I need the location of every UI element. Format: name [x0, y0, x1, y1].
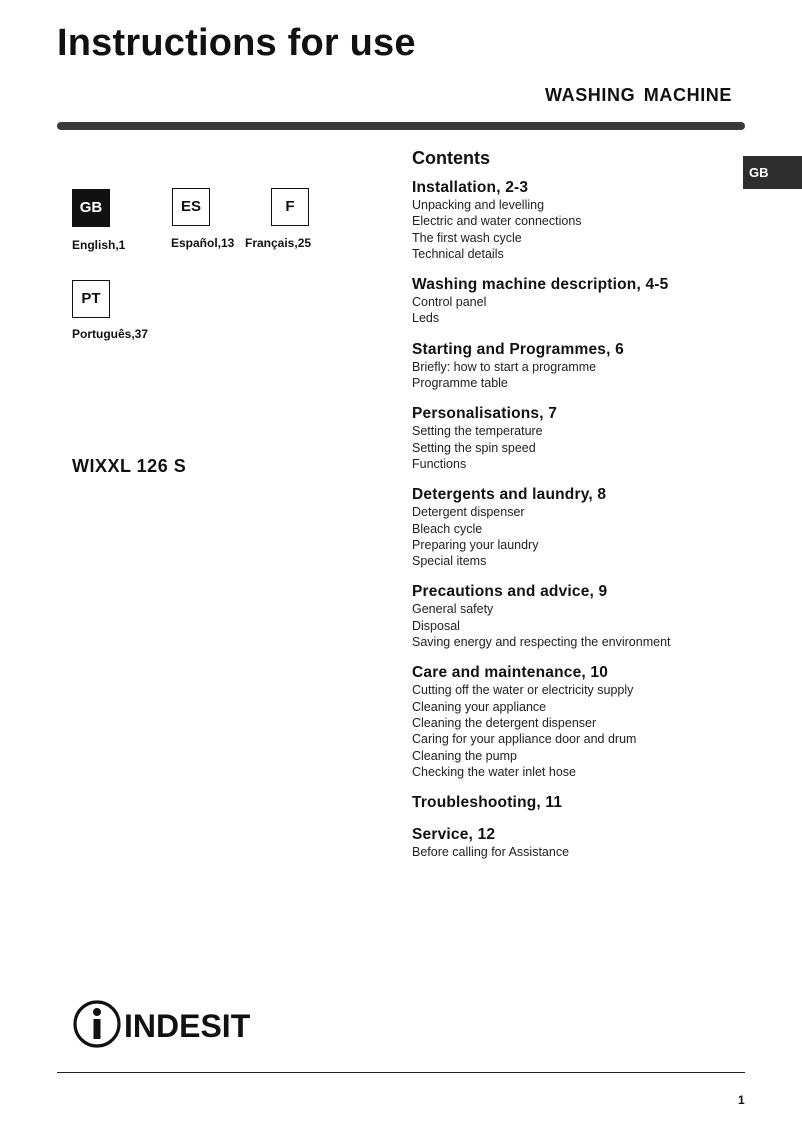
section-item[interactable]: Unpacking and levelling — [412, 198, 545, 212]
section-item[interactable]: Detergent dispenser — [412, 505, 525, 520]
contents-section — [412, 826, 742, 860]
page-title: Instructions for use — [57, 22, 416, 64]
section-item[interactable]: Bleach cycle — [412, 521, 483, 536]
section-heading[interactable]: Precautions and advice, 9 — [412, 583, 608, 601]
section-heading[interactable]: Installation, 2-3 — [412, 179, 529, 196]
section-item[interactable]: Cutting off the water or electricity supply — [412, 683, 634, 698]
footer-rule — [57, 1072, 745, 1073]
lang-label-es[interactable]: Español,13 — [171, 236, 235, 250]
contents-section — [412, 794, 742, 812]
section-item[interactable]: Caring for your appliance door and drum — [412, 732, 637, 747]
section-item[interactable]: Checking the water inlet hose — [412, 764, 576, 779]
lang-label-gb[interactable]: English,1 — [72, 238, 126, 252]
table-of-contents — [412, 148, 742, 874]
section-heading[interactable]: Care and maintenance, 10 — [412, 664, 609, 682]
lang-label-pt[interactable]: Português,37 — [72, 327, 149, 341]
contents-section — [412, 486, 742, 569]
section-item[interactable]: The first wash cycle — [412, 230, 522, 245]
lang-box-f[interactable]: F — [271, 188, 309, 226]
section-item[interactable]: Briefly: how to start a programme — [412, 359, 597, 374]
contents-section — [412, 583, 742, 650]
section-heading[interactable]: Washing machine description, 4-5 — [412, 276, 669, 294]
section-item[interactable]: Cleaning the pump — [412, 748, 517, 763]
contents-section — [412, 664, 742, 780]
contents-section — [412, 341, 742, 392]
section-item[interactable]: Setting the spin speed — [412, 440, 536, 455]
section-heading[interactable]: Troubleshooting, 11 — [412, 794, 563, 812]
section-item[interactable]: Saving energy and respecting the environment — [412, 635, 671, 650]
lang-box-gb[interactable]: GB — [72, 189, 110, 227]
lang-box-es[interactable]: ES — [172, 188, 210, 226]
section-item[interactable]: Setting the temperature — [412, 424, 543, 439]
section-item[interactable]: Functions — [412, 456, 467, 471]
lang-box-pt[interactable]: PT — [72, 280, 110, 318]
side-language-tab[interactable]: GB — [743, 156, 802, 189]
header-rule — [57, 122, 745, 130]
section-heading[interactable]: Starting and Programmes, 6 — [412, 340, 624, 358]
page-number: 1 — [738, 1093, 745, 1107]
section-item[interactable]: Technical details — [412, 246, 504, 261]
contents-section — [412, 179, 742, 262]
section-item[interactable]: Control panel — [412, 295, 487, 310]
logo-wordmark: INDESIT — [124, 1008, 251, 1044]
section-item[interactable]: Disposal — [412, 618, 460, 633]
indesit-logo-icon — [72, 998, 268, 1050]
section-item[interactable]: Electric and water connections — [412, 214, 582, 229]
section-item[interactable]: Programme table — [412, 376, 508, 391]
lang-label-f[interactable]: Français,25 — [245, 236, 312, 250]
section-heading[interactable]: Personalisations, 7 — [412, 405, 558, 423]
section-item[interactable]: Cleaning the detergent dispenser — [412, 715, 597, 730]
section-item[interactable]: Cleaning your appliance — [412, 699, 547, 714]
model-number: WIXXL 126 S — [72, 456, 187, 476]
section-item[interactable]: General safety — [412, 602, 494, 617]
section-item[interactable]: Special items — [412, 554, 487, 569]
contents-section — [412, 276, 742, 327]
section-item[interactable]: Leds — [412, 311, 440, 326]
contents-title: Contents — [412, 148, 490, 168]
section-item[interactable]: Preparing your laundry — [412, 537, 539, 552]
contents-section — [412, 405, 742, 472]
section-item[interactable]: Before calling for Assistance — [412, 845, 570, 860]
section-heading[interactable]: Detergents and laundry, 8 — [412, 486, 607, 504]
document-subtitle: WASHING MACHINE — [545, 85, 732, 105]
section-heading[interactable]: Service, 12 — [412, 826, 496, 844]
